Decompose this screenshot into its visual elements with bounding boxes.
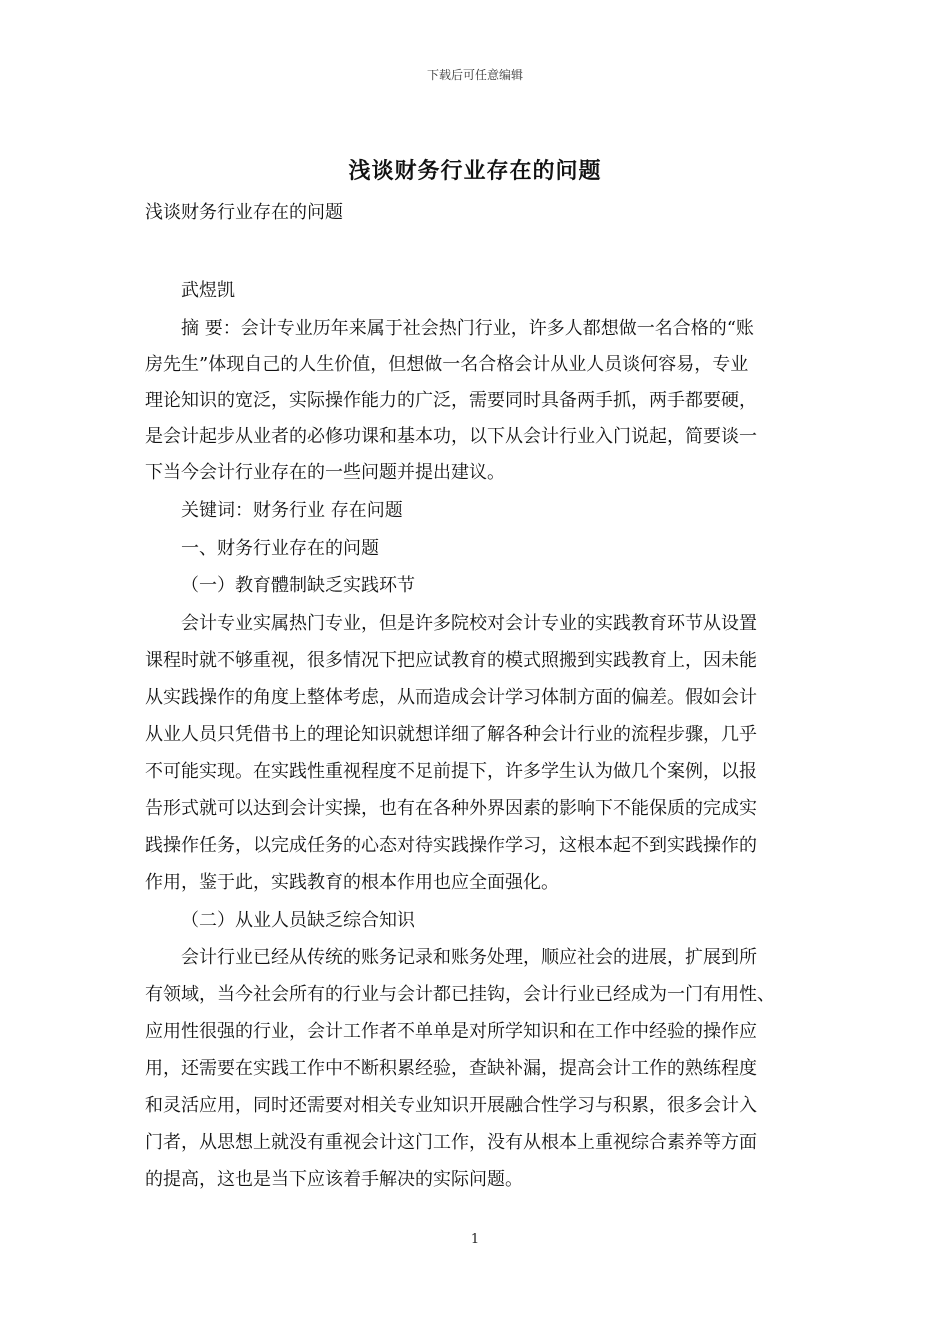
abstract-line: 下当今会计行业存在的一些问题并提出建议。 [145, 462, 505, 483]
abstract-line: 房先生”体现自己的人生价值，但想做一名合格会计从业人员谈何容易，专业 [145, 354, 749, 375]
paragraph-line: 从实践操作的角度上整体考虑，从而造成会计学习体制方面的偏差。假如会计 [145, 687, 757, 708]
paragraph-line: 践操作任务，以完成任务的心态对待实践操作学习，这根本起不到实践操作的 [145, 835, 757, 856]
paragraph-line: 会计专业实属热门专业，但是许多院校对会计专业的实践教育环节从设置 [181, 613, 757, 634]
paragraph-line: 作用，鉴于此，实践教育的根本作用也应全面强化。 [145, 872, 559, 893]
paragraph-line: 从业人员只凭借书上的理论知识就想详细了解各种会计行业的流程步骤，几乎 [145, 724, 757, 745]
paragraph-line: 用，还需要在实践工作中不断积累经验，查缺补漏，提高会计工作的熟练程度 [145, 1058, 757, 1079]
paragraph-line: 不可能实现。在实践性重视程度不足前提下，许多学生认为做几个案例，以报 [145, 761, 757, 782]
abstract-line: 摘 要：会计专业历年来属于社会热门行业，许多人都想做一名合格的“账 [181, 318, 754, 339]
abstract-line: 理论知识的宽泛，实际操作能力的广泛，需要同时具备两手抓，两手都要硬， [145, 390, 757, 411]
abstract-line: 是会计起步从业者的必修功课和基本功，以下从会计行业入门说起，简要谈一 [145, 426, 757, 447]
paragraph-line: 和灵活应用，同时还需要对相关专业知识开展融合性学习与积累，很多会计入 [145, 1095, 757, 1116]
author-name: 武煜凯 [181, 280, 235, 301]
page-number: 1 [470, 1232, 480, 1247]
paragraph-line: 有领域，当今社会所有的行业与会计都已挂钩，会计行业已经成为一门有用性、 [145, 984, 775, 1005]
paragraph-line: 课程时就不够重视，很多情况下把应试教育的模式照搬到实践教育上，因未能 [145, 650, 757, 671]
document-subtitle: 浅谈财务行业存在的问题 [145, 202, 343, 223]
paragraph-line: 门者，从思想上就没有重视会计这门工作，没有从根本上重视综合素养等方面 [145, 1132, 757, 1153]
subsection-heading: （一）教育體制缺乏实践环节 [181, 575, 415, 596]
subsection-heading: （二）从业人员缺乏综合知识 [181, 910, 415, 931]
paragraph-line: 会计行业已经从传统的账务记录和账务处理，顺应社会的进展，扩展到所 [181, 947, 757, 968]
section-heading: 一、财务行业存在的问题 [181, 538, 379, 559]
document-title: 浅谈财务行业存在的问题 [348, 158, 602, 184]
page-header: 下载后可任意编辑 [426, 68, 523, 82]
paragraph-line: 告形式就可以达到会计实操，也有在各种外界因素的影响下不能保质的完成实 [145, 798, 757, 819]
keywords: 关键词：财务行业 存在问题 [181, 500, 403, 521]
paragraph-line: 的提高，这也是当下应该着手解决的实际问题。 [145, 1169, 523, 1190]
paragraph-line: 应用性很强的行业，会计工作者不单单是对所学知识和在工作中经验的操作应 [145, 1021, 757, 1042]
